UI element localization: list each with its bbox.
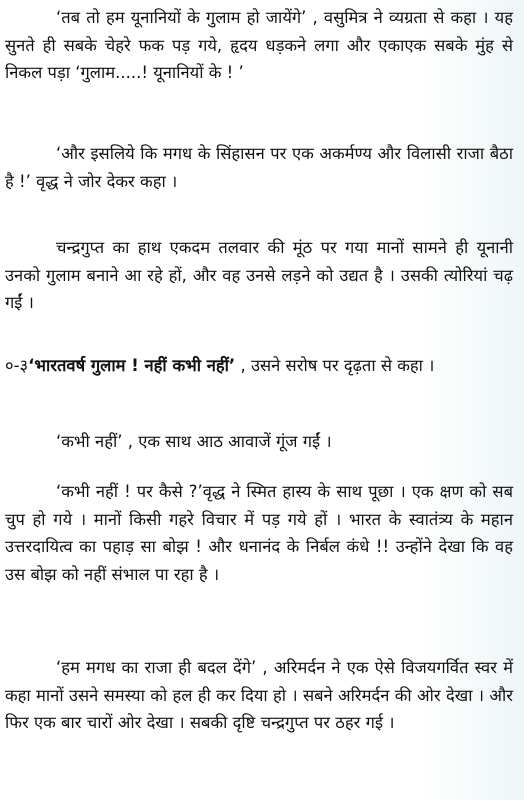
paragraph-4-rest: , उसने सरोष पर दृढ़ता से कहा । [235,356,435,375]
bold-quote: ‘भारतवर्ष गुलाम ! नहीं कभी नहीं’ [28,356,236,375]
paragraph-6: ‘कभी नहीं ! पर कैसे ?’वृद्ध ने स्मित हास्य के साथ पूछा । एक क्षण को सब चुप हो गये । मानों किसी गहरे विचार में पड़ गये हों । भारत के स्वातंत्र्य के महान उत्तरदायित्व का पहाड़ सा बोझ ! और धनानंद के निर्बल कंधे !! उन्होंने देखा कि वह उस बोझ को नहीं संभाल पा रहा है । [5,482,513,584]
paragraph-7: ‘हम मगध का राजा ही बदल देंगे’ , अरिमर्दन ने एक ऐसे विजयगर्वित स्वर में कहा मानों उसने समस्या को हल ही कर दिया हो । सबने अरिमर्दन की ओर देखा । और फिर एक बार चारों ओर देखा । सबकी दृष्टि चन्द्रगुप्त पर ठहर गई । [5,658,513,732]
paragraph-2: ‘और इसलिये कि मगध के सिंहासन पर एक अकर्मण्य और विलासी राजा बैठा है !’ वृद्ध ने जोर देकर कहा । [5,144,513,191]
paragraph-marker: ०-३ [5,356,29,375]
paragraph-4 [5,352,513,380]
paragraph-5: ‘कभी नहीं’ , एक साथ आठ आवाजें गूंज गईं । [56,432,332,451]
paragraph-1: ‘तब तो हम यूनानियों के गुलाम हो जायेंगे’ , वसुमित्र ने व्यग्रता से कहा । यह सुनते ही सबके चेहरे फक पड़ गये, हृदय धड़कने लगा और एकाएक सबके मुंह से निकल पड़ा ‘गुलाम.....! यूनानियों के ! ’ [5,8,513,82]
paragraph-3: चन्द्रगुप्त का हाथ एकदम तलवार की मूंठ पर गया मानों सामने ही यूनानी उनको गुलाम बनाने आ रहे हों, और वह उनसे लड़ने को उद्यत है । उसकी त्योरियां चढ़ गईं । [5,238,513,312]
